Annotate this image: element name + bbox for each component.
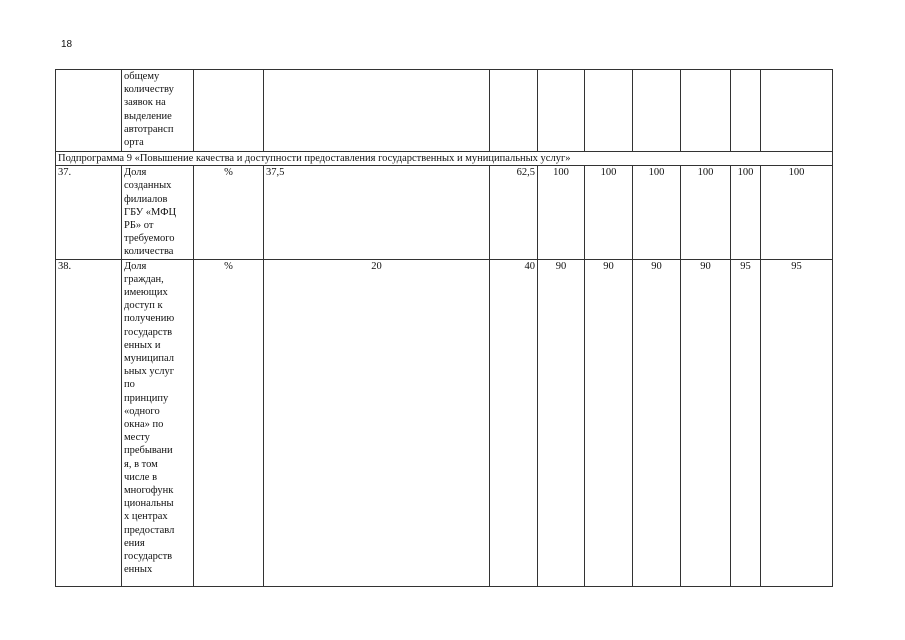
base-value: 37,5 <box>264 166 490 259</box>
unit-cell <box>194 70 264 152</box>
page-number: 18 <box>61 39 73 50</box>
num-cell <box>56 70 122 152</box>
value-cell <box>731 70 761 152</box>
table-row-continuation <box>56 70 833 152</box>
value-cell <box>681 70 731 152</box>
row-number: 38. <box>56 259 122 586</box>
value-cell <box>585 70 633 152</box>
value-1: 40 <box>490 259 538 586</box>
value-1: 62,5 <box>490 166 538 259</box>
value-5: 100 <box>681 166 731 259</box>
value-3: 100 <box>585 166 633 259</box>
table-row <box>56 259 833 586</box>
value-2: 100 <box>538 166 585 259</box>
row-number: 37. <box>56 166 122 259</box>
value-4: 90 <box>633 259 681 586</box>
value-5: 90 <box>681 259 731 586</box>
value-4: 100 <box>633 166 681 259</box>
value-6: 95 <box>731 259 761 586</box>
value-3: 90 <box>585 259 633 586</box>
base-value-cell <box>264 70 490 152</box>
value-cell <box>490 70 538 152</box>
value-cell <box>761 70 833 152</box>
unit: % <box>194 166 264 259</box>
value-7: 95 <box>761 259 833 586</box>
indicators-table <box>55 69 833 587</box>
base-value: 20 <box>264 259 490 586</box>
value-cell <box>538 70 585 152</box>
value-2: 90 <box>538 259 585 586</box>
indicator-name: Доля граждан, имеющих доступ к получению государств енных и муниципал ьных услуг по принципу «одного окна» по месту пребывани я, в том числе в многофунк циональны х центрах предоставл ения государств енных <box>122 259 194 586</box>
value-6: 100 <box>731 166 761 259</box>
table-row <box>56 166 833 259</box>
subprogram-title: Подпрограмма 9 «Повышение качества и доступности предоставления государственных и муниципальных услуг» <box>56 152 833 166</box>
indicator-name: Доля созданных филиалов ГБУ «МФЦ РБ» от требуемого количества <box>122 166 194 259</box>
indicator-name-cell: общему количеству заявок на выделение автотрансп орта <box>122 70 194 152</box>
subprogram-header-row <box>56 152 833 166</box>
unit: % <box>194 259 264 586</box>
value-7: 100 <box>761 166 833 259</box>
value-cell <box>633 70 681 152</box>
